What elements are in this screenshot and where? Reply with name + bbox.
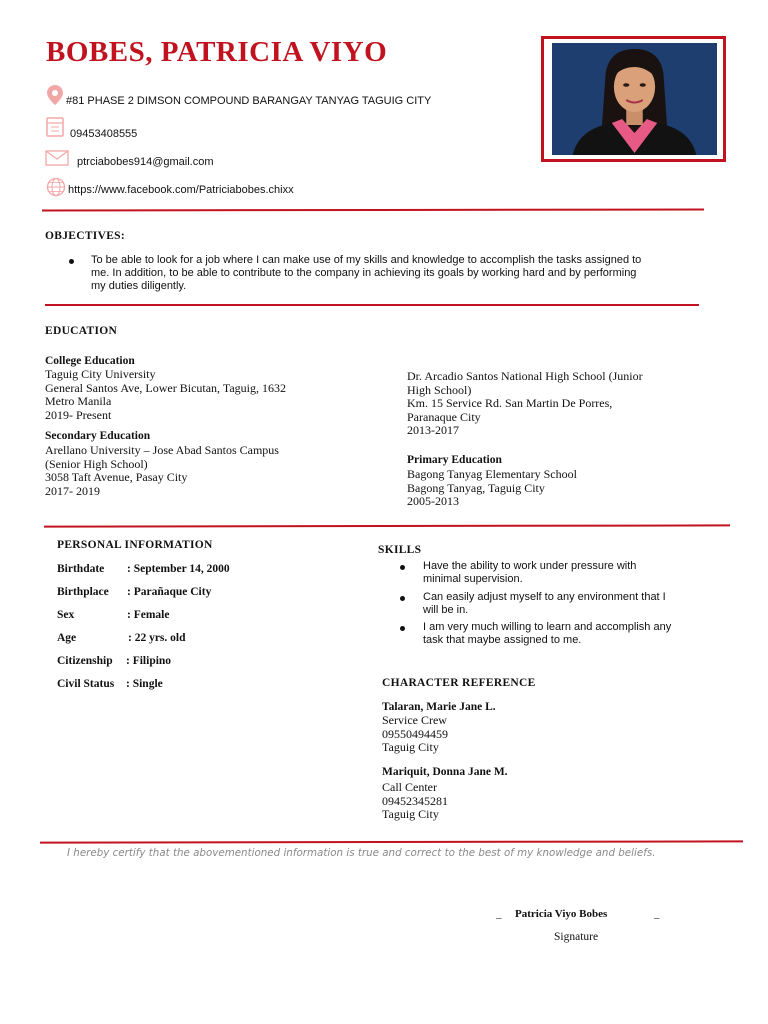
address-text: #81 PHASE 2 DIMSON COMPOUND BARANGAY TANYAG TAGUIG CITY xyxy=(66,95,432,107)
globe-icon xyxy=(46,177,66,197)
character-reference-heading: CHARACTER REFERENCE xyxy=(382,677,536,689)
civil-status-row: Civil Status : Single xyxy=(57,678,163,690)
primary-education-details: Bagong Tanyag Elementary School Bagong Tanyag, Taguig City 2005-2013 xyxy=(407,467,577,508)
certification-statement: I hereby certify that the abovementioned information is true and correct to the best of my knowledge and beliefs. xyxy=(67,847,656,859)
sex-row: Sex : Female xyxy=(57,609,170,621)
birthplace-row: Birthplace : Parañaque City xyxy=(57,586,212,598)
photo-frame xyxy=(541,36,726,162)
applicant-name: BOBES, PATRICIA VIYO xyxy=(46,36,388,68)
applicant-photo xyxy=(552,43,717,155)
college-education-title: College Education xyxy=(45,355,135,367)
skill-item: Can easily adjust myself to any environment that I will be in. xyxy=(423,591,666,616)
secondary-education-details: Arellano University – Jose Abad Santos Campus (Senior High School) 3058 Taft Avenue, Pasay City 2017- 2019 xyxy=(45,443,279,498)
divider xyxy=(45,304,699,306)
envelope-icon xyxy=(45,150,69,166)
email-link[interactable]: ptrciabobes914@gmail.com xyxy=(77,156,214,168)
objectives-heading: OBJECTIVES: xyxy=(45,230,125,242)
reference-name: Mariquit, Donna Jane M. xyxy=(382,766,508,778)
reference-details: Call Center 09452345281 Taguig City xyxy=(382,780,448,821)
junior-high-details: Dr. Arcadio Santos National High School (Junior High School) Km. 15 Service Rd. San Martin De Porres, Paranaque City 2013-2017 xyxy=(407,369,643,437)
birthdate-row: Birthdate : September 14, 2000 xyxy=(57,563,230,575)
citizenship-row: Citizenship : Filipino xyxy=(57,655,172,667)
signatory-name: Patricia Viyo Bobes xyxy=(515,908,608,920)
skills-heading: SKILLS xyxy=(378,544,422,556)
divider xyxy=(44,524,730,527)
divider xyxy=(42,209,704,212)
primary-education-title: Primary Education xyxy=(407,454,502,466)
skill-item: I am very much willing to learn and accomplish any task that maybe assigned to me. xyxy=(423,621,672,646)
divider xyxy=(40,840,743,843)
college-education-details: Taguig City University General Santos Ave, Lower Bicutan, Taguig, 1632 Metro Manila 2019- Present xyxy=(45,367,286,422)
bullet-icon xyxy=(400,596,405,601)
website-link[interactable]: https://www.facebook.com/Patriciabobes.chixx xyxy=(68,184,294,196)
bullet-icon xyxy=(69,259,74,264)
skill-item: Have the ability to work under pressure with minimal supervision. xyxy=(423,560,637,585)
objectives-text: To be able to look for a job where I can make use of my skills and knowledge to accomplish the tasks assigned to me. In addition, to be able to contribute to the company in achieving its goals by working hard and by performing my duties diligently. xyxy=(91,254,642,292)
location-pin-icon xyxy=(46,84,64,106)
personal-info-heading: PERSONAL INFORMATION xyxy=(57,539,213,551)
reference-details: Service Crew 09550494459 Taguig City xyxy=(382,713,448,754)
reference-name: Talaran, Marie Jane L. xyxy=(382,701,496,713)
signature-underscore: _ xyxy=(654,908,660,920)
education-heading: EDUCATION xyxy=(45,325,118,337)
age-row: Age : 22 yrs. old xyxy=(57,632,186,644)
secondary-education-title: Secondary Education xyxy=(45,430,151,442)
phone-text: 09453408555 xyxy=(70,128,138,140)
signature-label: Signature xyxy=(554,931,599,943)
signature-underscore: _ xyxy=(496,908,502,920)
phone-icon xyxy=(46,117,64,137)
bullet-icon xyxy=(400,626,405,631)
bullet-icon xyxy=(400,565,405,570)
